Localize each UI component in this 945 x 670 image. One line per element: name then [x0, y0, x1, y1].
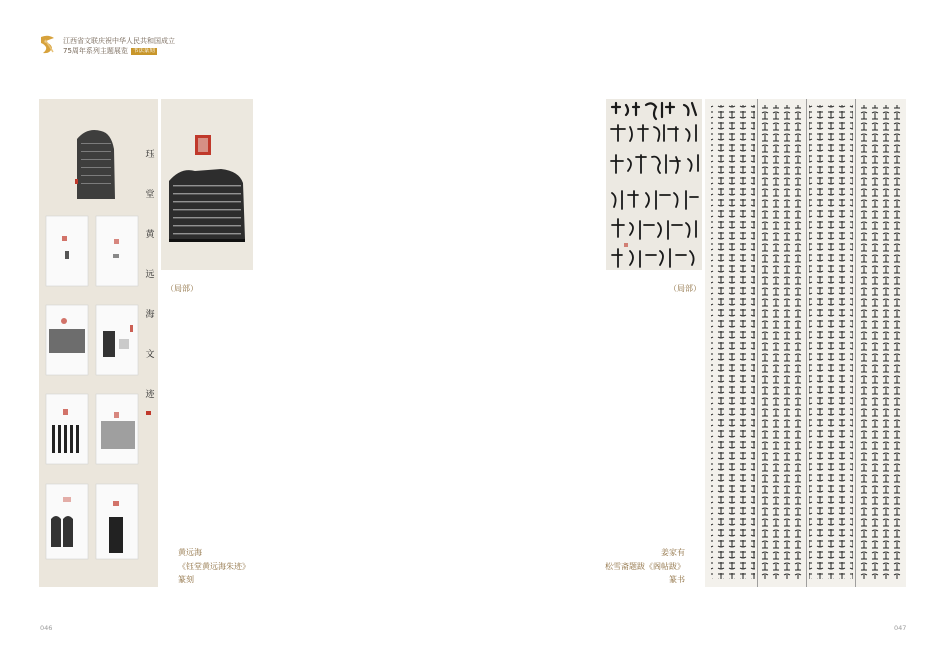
seal-detail-artwork: [161, 99, 253, 270]
series-tag: 书法篆刻: [132, 48, 155, 54]
title-glyph: 海: [145, 310, 155, 320]
header-line2-text: 75周年系列主题展览: [63, 47, 128, 55]
seal-album-artwork: [39, 99, 158, 587]
title-glyph: 远: [145, 270, 155, 280]
calligraphy-detail-artwork: [606, 99, 702, 270]
right-credit: [605, 546, 685, 587]
title-glyph: 珏: [145, 150, 155, 160]
work-title: 《钰堂黄远海朱迹》: [178, 561, 250, 571]
header-line1: 江西省文联庆祝中华人民共和国成立: [63, 37, 175, 45]
medium: 篆刻: [178, 575, 194, 584]
vertical-title: [145, 149, 155, 400]
page-number-right: 047: [894, 624, 907, 632]
right-detail-label: （局部）: [669, 284, 701, 293]
calligraphy-scroll-artwork: [705, 99, 906, 587]
header-line2: [63, 46, 175, 56]
artist-name: 黄远海: [178, 548, 202, 557]
header-title: [63, 36, 175, 56]
medium: 篆书: [669, 575, 685, 584]
artist-name: 姜家有: [661, 548, 685, 557]
page-number-left: 046: [40, 624, 53, 632]
left-credit: [178, 546, 250, 587]
title-glyph: 黄: [145, 230, 155, 240]
logo-icon: [38, 34, 58, 56]
left-detail-label: （局部）: [166, 284, 198, 293]
title-glyph: 迹: [145, 390, 155, 400]
work-title: 松雪斋题跋《阁帖跋》: [605, 561, 685, 571]
title-glyph: 文: [145, 350, 155, 360]
title-glyph: 堂: [145, 190, 155, 200]
